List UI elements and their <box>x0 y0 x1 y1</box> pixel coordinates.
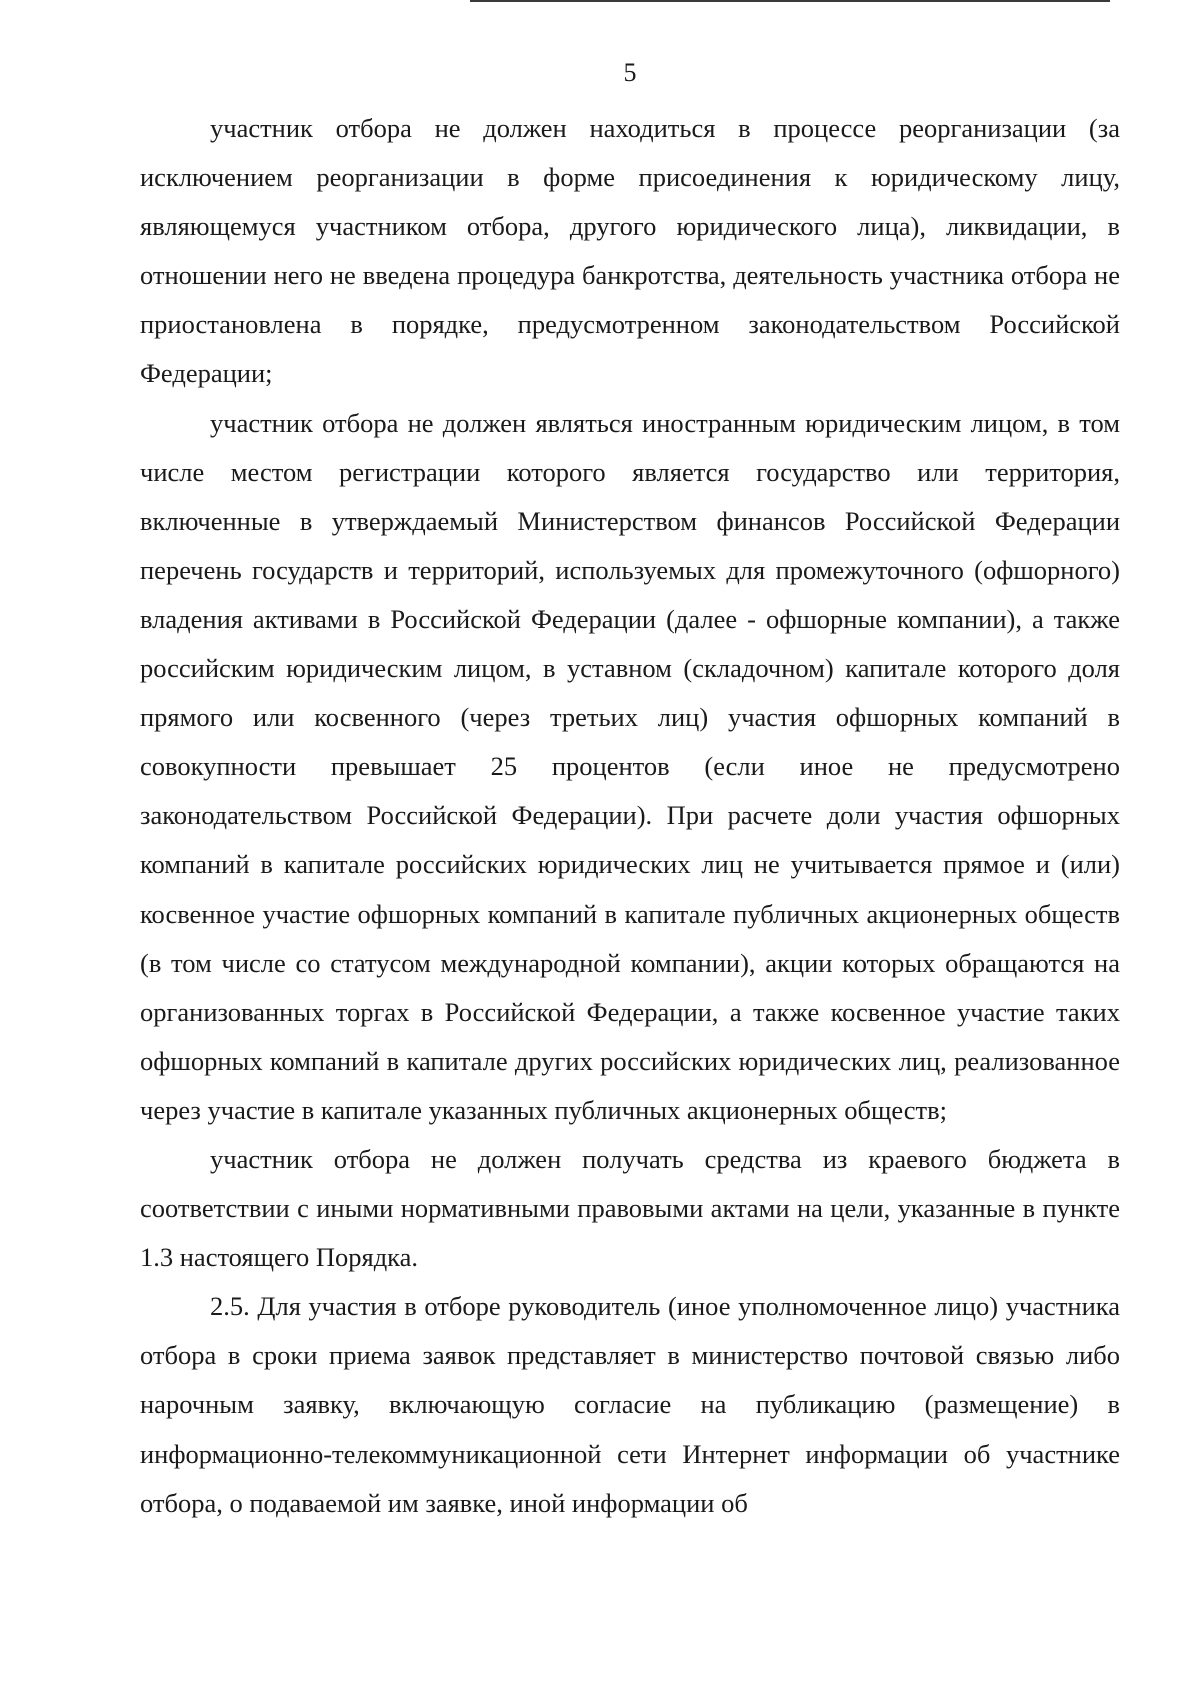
paragraph-offshore: участник отбора не должен являться иностранным юридическим лицом, в том числе местом регистрации которого является государство или территория, включенные в утверждаемый Министерством финансов Российской Федерации перечень государств и территорий, используемых для промежуточного (офшорного) владения активами в Российской Федерации (далее - офшорные компании), а также российским юридическим лицом, в уставном (складочном) капитале которого доля прямого или косвенного (через третьих лиц) участия офшорных компаний в совокупности превышает 25 процентов (если иное не предусмотрено законодательством Российской Федерации). При расчете доли участия офшорных компаний в капитале российских юридических лиц не учитывается прямое и (или) косвенное участие офшорных компаний в капитале публичных акционерных обществ (в том числе со статусом международной компании), акции которых обращаются на организованных торгах в Российской Федерации, а также косвенное участие таких офшорных компаний в капитале других российских юридических лиц, реализованное через участие в капитале указанных публичных акционерных обществ; <box>140 407 1120 1125</box>
document-body <box>140 104 1120 1528</box>
page-number: 5 <box>623 58 637 87</box>
paragraph-2-5-application: 2.5. Для участия в отборе руководитель (иное уполномоченное лицо) участника отбора в сроки приема заявок представляет в министерство почтовой связью либо нарочным заявку, включающую согласие на публикацию (размещение) в информационно-телекоммуникационной сети Интернет информации об участнике отбора, о подаваемой им заявке, иной информации об <box>140 1291 1120 1518</box>
paragraph-reorganization: участник отбора не должен находиться в процессе реорганизации (за исключением реорганизации в форме присоединения к юридическому лицу, являющемуся участником отбора, другого юридического лица), ликвидации, в отношении него не введена процедура банкротства, деятельность участника отбора не приостановлена в порядке, предусмотренном законодательством Российской Федерации; <box>140 113 1120 389</box>
scan-top-rule <box>470 0 1110 2</box>
paragraph-regional-budget: участник отбора не должен получать средства из краевого бюджета в соответствии с иными нормативными правовыми актами на цели, указанные в пункте 1.3 настоящего Порядка. <box>140 1143 1120 1273</box>
